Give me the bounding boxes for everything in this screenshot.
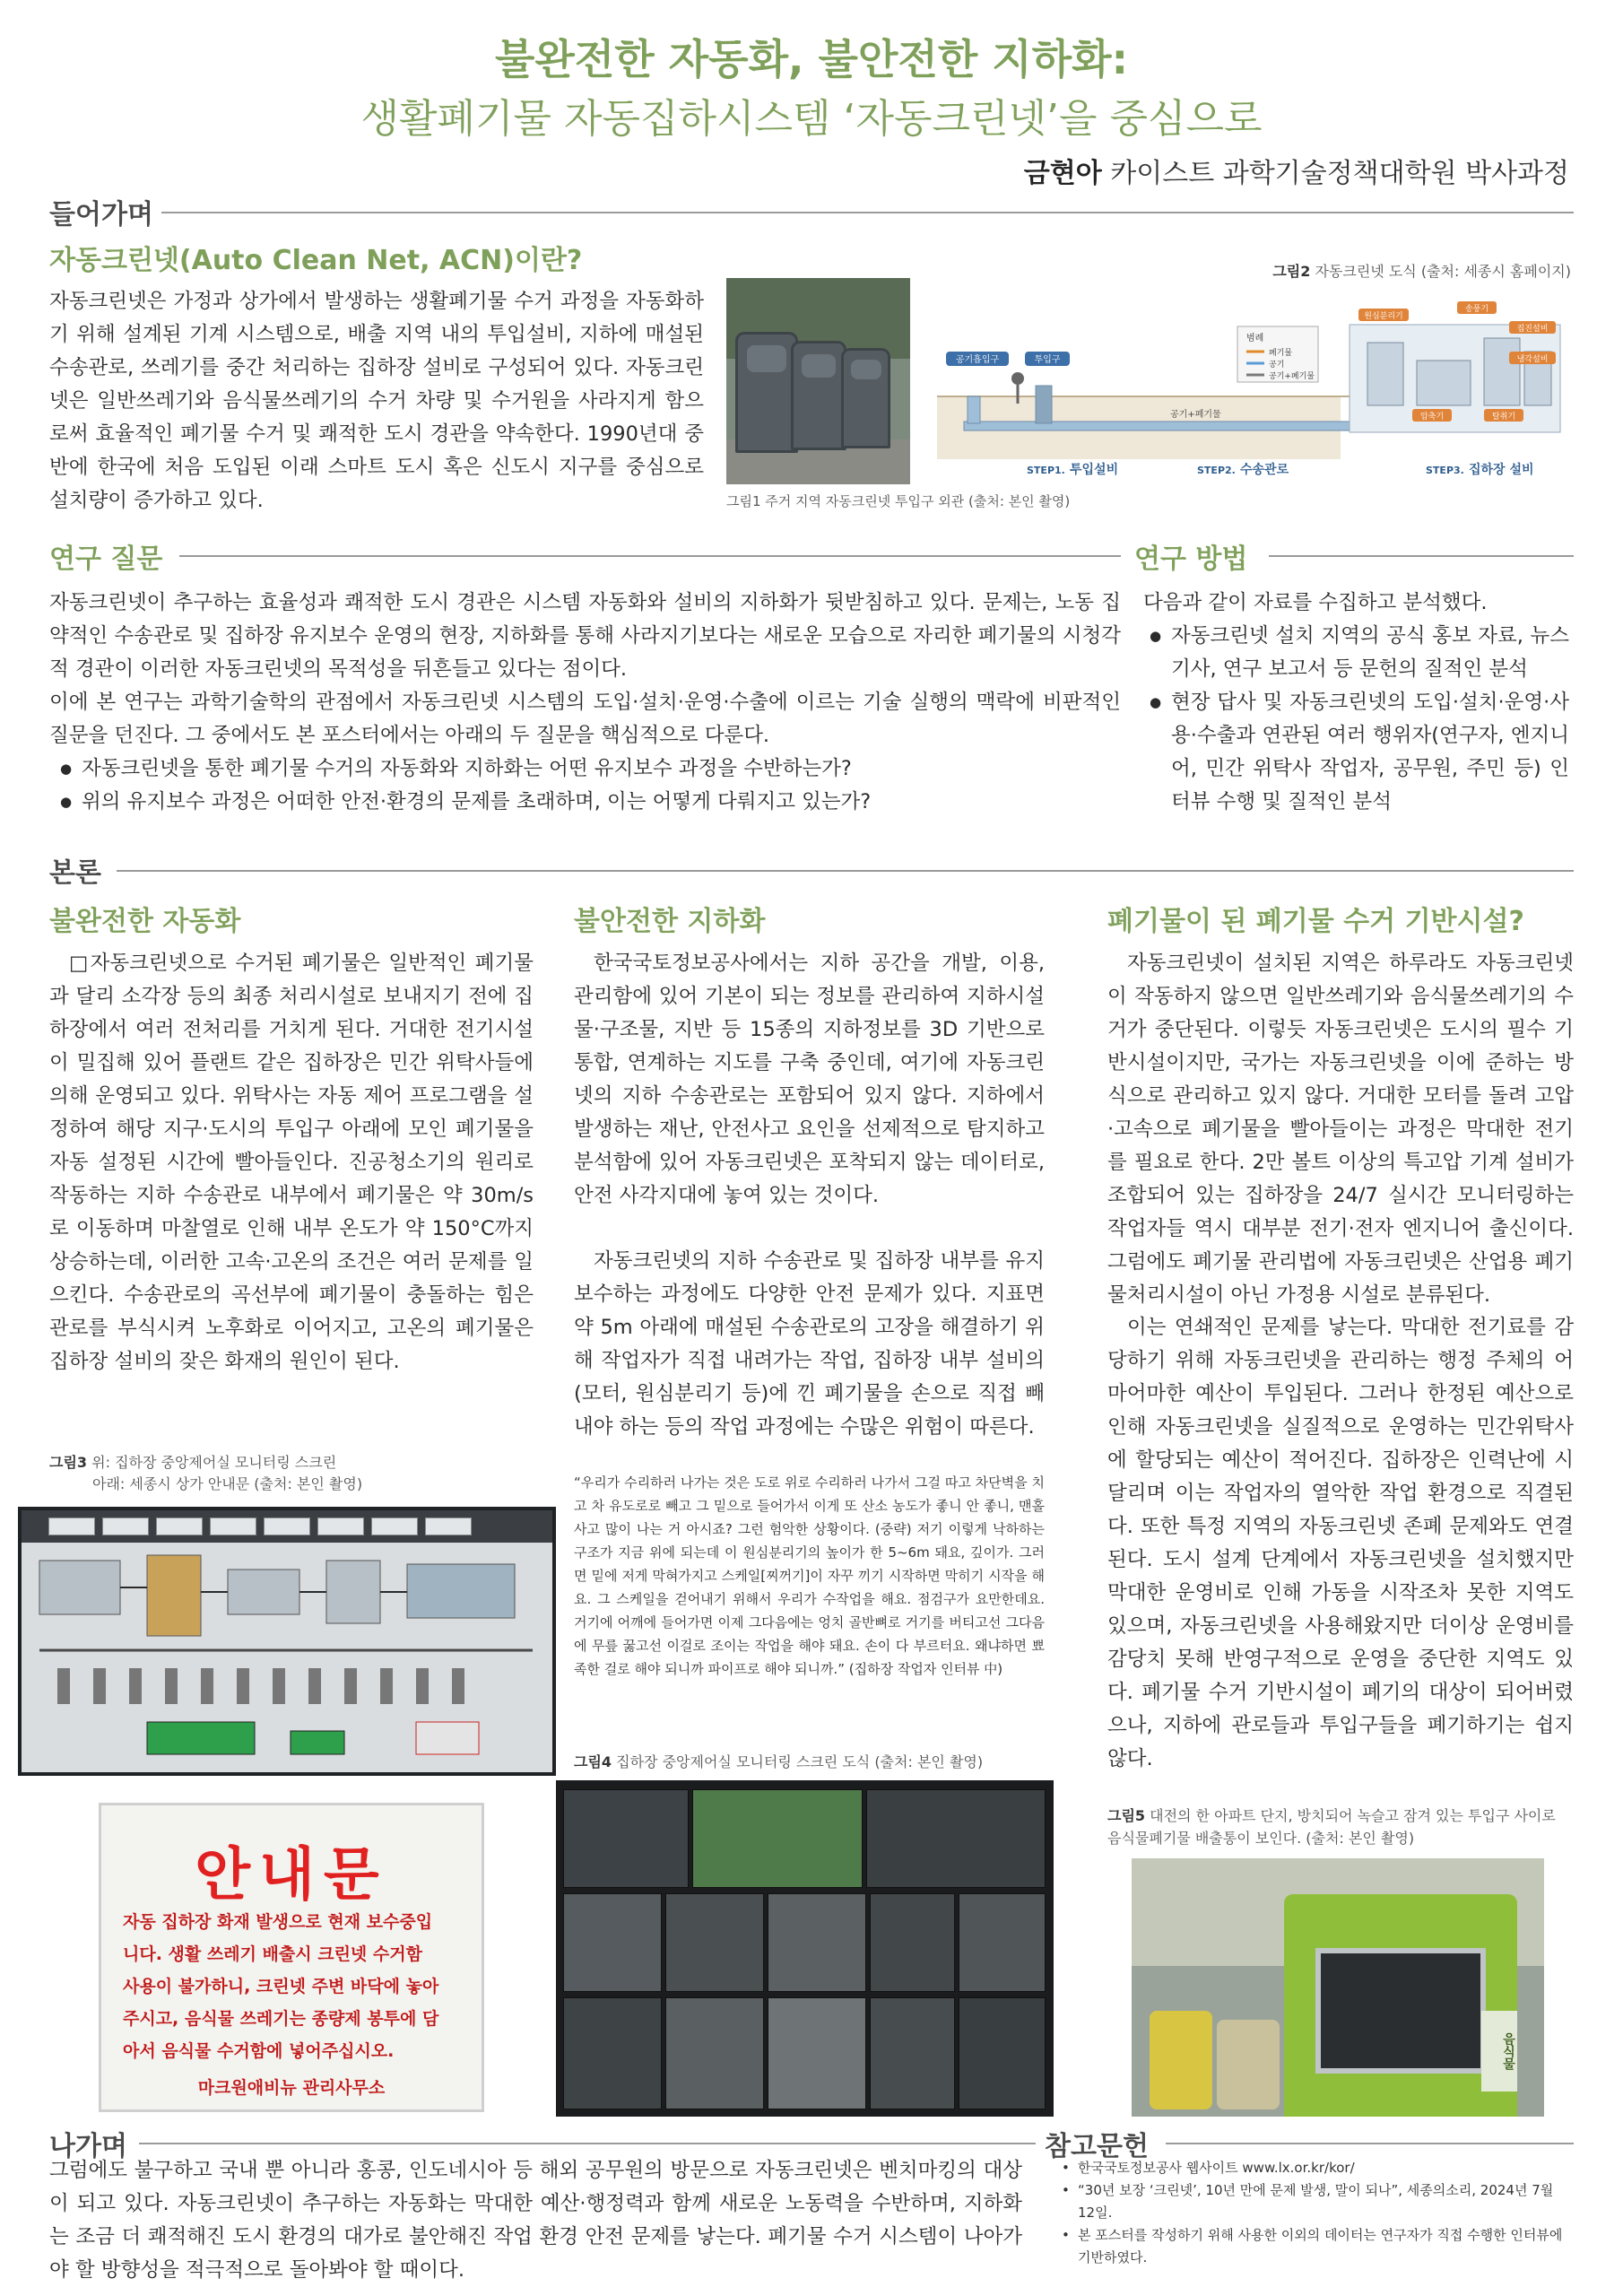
figure3-screen-button [264,1518,310,1535]
figure3-screen-button [48,1518,95,1535]
notice-line: 아서 음식물 수거함에 넣어주십시오. [123,2041,395,2061]
poster-title: 불완전한 자동화, 불안전한 지하화: [494,35,1129,83]
col2-interview-quote: “우리가 수리하러 나가는 것은 도로 위로 수리하러 나가서 그걸 따고 차단벽을 치고 차 유도로로 빼고 그 밑으로 들어가서 이게 또 산소 농도가 좋니 안 좋니, 맨홀 사고 많이 나는 거 아시죠? 그런 험악한 상황이다. (중략) 저기 이렇게 낙하하는 구조가 지금 위에 되는데 이 원심분리기의 높이가 한 5~6m 돼요, 깊이가. 그러면 밑에 저게 막혀가지고 스케일[찌꺼기]이 자꾸 끼기 시작하면 막히기 시작을 해요. 그 스케일을 걷어내기 위해서 우리가 수작업을 해요. 점검구가 요만한데요. 거기에 어깨에 들어가면 이제 그다음에는 엉치 골반뼈로 거기를 버티고선 그다음에 무릎 꿇고선 이걸로 조이는 작업을 해야 돼요. 손이 다 부르터요. 왜냐하면 뾰족한 걸로 해야 되니까 파이프로 해야 되니까.” (집하장 작업자 인터뷰 中) [574,1474,1045,1677]
intro-rule [161,212,1574,213]
figure2-pipe-label: 공기+폐기물 [1170,410,1221,420]
figure5-food-bin [1150,2011,1212,2109]
figure3-caption [49,1451,336,1472]
references-list [1058,2157,1569,2269]
cctv-view [870,1893,955,1992]
conclusion-rule [139,2143,1036,2144]
figure3-caption-line1: 위: 집하장 중앙제어실 모니터링 스크린 [87,1454,337,1471]
cctv-view [768,1893,866,1992]
figure2-step2: STEP2. [1197,465,1236,476]
figure4-caption [574,1751,983,1771]
figure2-step3: STEP3. [1426,465,1464,476]
notice-body [123,1906,473,2067]
notice-line: 자동 집하장 화재 발생으로 현재 보수중입 [123,1912,433,1932]
figure3-label: 그림3 [49,1454,88,1471]
figure2-step3-name: 집하장 설비 [1469,463,1534,477]
intro-paragraph: 자동크린넷은 가정과 상가에서 발생하는 생활폐기물 수거 과정을 자동화하기 위해 설계된 기계 시스템으로, 배출 지역 내의 투입설비, 지하에 매설된 수송관로, 쓰레기를 중간 처리하는 집하장 설비로 구성되어 있다. 자동크린넷은 일반쓰레기와 음식물쓰레기의 수거 차량 및 수거원을 사라지게 함으로써 효율적인 폐기물 수거 및 쾌적한 도시 경관을 약속한다. 1990년대 중반에 한국에 처음 도입된 이래 스마트 도시 혹은 신도시 지구를 중심으로 설치량이 증가하고 있다. [49,290,704,512]
author-line [1024,151,1569,190]
figure3-notice-photo [99,1803,484,2112]
cctv-view [959,1893,1046,1992]
cctv-view [768,1997,866,2109]
method-list [1148,620,1569,819]
method-title: 연구 방법 [1134,544,1248,575]
col2-title: 불안전한 지하화 [574,906,766,937]
col2-paragraph1: 한국국토정보공사에서는 지하 공간을 개발, 이용, 관리함에 있어 기본이 되는 정보를 관리하여 지하시설물·구조물, 지반 등 15종의 지하정보를 3D 기반으로 통합, 연계하는 지도를 구축 중인데, 여기에 자동크린넷의 지하 수송관로는 포함되어 있지 않다. 지하에서 발생하는 재난, 안전사고 요인을 선제적으로 탐지하고 분석함에 있어 자동크린넷은 포착되지 않는 데이터로, 안전 사각지대에 놓여 있는 것이다. [574,952,1045,1207]
figure3-caption-line2: 아래: 세종시 상가 안내문 (출처: 본인 촬영) [92,1475,363,1492]
figure2-compressor: 압축기 [1419,413,1445,422]
figure3-monitoring-screen [18,1507,556,1776]
col2-paragraph2: 자동크린넷의 지하 수송관로 및 집하장 내부를 유지보수하는 과정에도 다양한 안전 문제가 있다. 지표면 약 5m 아래에 매설된 수송관로의 고장을 해결하기 위해 작업자가 직접 내려가는 작업, 집하장 내부 설비의 (모터, 원심분리기 등)에 낀 폐기물을 손으로 직접 빼내야 하는 등의 작업 과정에는 수많은 위험이 따른다. [574,1249,1045,1439]
method-intro: 다음과 같이 자료를 수집하고 분석했다. [1143,591,1488,614]
notice-title: 안내문 [195,1842,388,1909]
references-title: 참고문헌 [1045,2131,1149,2162]
col1-title: 불완전한 자동화 [49,906,241,937]
figure5-sign: 음식물 [1481,2011,1517,2092]
figure2-label: 그림2 [1272,263,1311,280]
figure3-screen-button [425,1518,472,1535]
figure3-screen-button [102,1518,149,1535]
figure1-photo [726,278,910,484]
cctv-view [563,1997,662,2109]
figure2-step1: STEP1. [1027,465,1065,476]
cctv-view [866,1789,1046,1888]
cctv-view [665,1997,764,2109]
notice-line: 니다. 생활 쓰레기 배출시 크린넷 수거함 [123,1944,422,1964]
col3-paragraph1: 자동크린넷이 설치된 지역은 하루라도 자동크린넷이 작동하지 않으면 일반쓰레기와 음식물쓰레기의 수거가 중단된다. 이렇듯 자동크린넷은 도시의 필수 기반시설이지만, 국가는 자동크린넷을 이에 준하는 방식으로 관리하고 있지 않다. 거대한 모터를 돌려 고압·고속으로 폐기물을 빨아들이는 과정은 막대한 전기를 필요로 한다. 2만 볼트 이상의 특고압 기계 설비가 조합되어 있는 집하장을 24/7 실시간 모니터링하는 작업자들 역시 대부분 전기·전자 엔지니어 출신이다. 그럼에도 폐기물 관리법에 자동크린넷은 산업용 폐기물처리시설이 아닌 가정용 시설로 분류된다. [1107,952,1574,1307]
figure2-separator: 원심분리기 [1364,312,1403,321]
conclusion-title: 나가며 [49,2131,127,2162]
figure2-caption-text: 자동크린넷 도식 (출처: 세종시 홈페이지) [1310,263,1571,280]
cctv-view [665,1893,764,1992]
figure3-screen-button [317,1518,364,1535]
method-item: ● 자동크린넷 설치 지역의 공식 홍보 자료, 뉴스 기사, 연구 보고서 등 문헌의 질적인 분석 [1148,620,1569,686]
figure5-bin-window [1315,1948,1486,2074]
intro-section-title: 들어가며 [49,199,153,230]
figure5-photo [1132,1858,1544,2117]
figure3-screen-button [156,1518,203,1535]
body-section-rule [117,870,1574,872]
reference-item: • 한국국토정보공사 웹사이트 www.lx.or.kr/kor/ [1058,2157,1569,2179]
method-rule [1269,555,1574,557]
figure2-chute-label: 투입구 [1034,355,1061,365]
cctv-view [959,1997,1046,2109]
figure1-caption: 그림1 주거 지역 자동크린넷 투입구 외관 (출처: 본인 촬영) [726,493,1071,509]
figure2-step1-name: 투입설비 [1070,463,1119,477]
research-question-title: 연구 질문 [49,544,163,575]
figure1-bin [735,332,798,453]
research-question-item: ● 위의 유지보수 과정은 어떠한 안전·환경의 문제를 초래하며, 이는 어떻게 다뤄지고 있는가? [58,786,1121,819]
figure2-fan: 송풍기 [1464,305,1489,314]
intro-subtitle: 자동크린넷(Auto Clean Net, ACN)이란? [49,245,583,276]
figure2-legend-air: 공기 [1269,361,1285,370]
figure5-caption-text: 대전의 한 아파트 단지, 방치되어 녹슬고 잠겨 있는 투입구 사이로 음식물폐기물 배출통이 보인다. (출처: 본인 촬영) [1107,1807,1556,1847]
research-question-list [58,752,1121,819]
figure1-bin [841,348,890,448]
col3-title: 폐기물이 된 폐기물 수거 기반시설? [1107,906,1524,937]
poster-subtitle: 생활폐기물 자동집하시스템 ‘자동크린넷’을 중심으로 [360,96,1263,142]
research-question-rule [179,555,1121,557]
figure2-dust: 집진설비 [1516,325,1549,334]
figure2-step2-name: 수송관로 [1240,463,1289,477]
conclusion-paragraph: 그럼에도 불구하고 국내 뿐 아니라 홍콩, 인도네시아 등 해외 공무원의 방문으로 자동크린넷은 벤치마킹의 대상이 되고 있다. 자동크린넷이 추구하는 자동화는 막대한 예산·행정력과 함께 새로운 노동력을 수반하며, 지하화는 조금 더 쾌적해진 도시 환경의 대가로 불안해진 작업 환경 안전 문제를 낳는다. 폐기물 수거 시스템이 나아가야 할 방향성을 적극적으로 돌아봐야 할 때이다. [49,2159,1022,2282]
reference-item: • “30년 보장 ‘크린넷’, 10년 만에 문제 발생, 말이 되나”, 세종의소리, 2024년 7월 12일. [1058,2179,1569,2224]
figure2-deodorizer: 탈취기 [1491,413,1516,422]
figure4-cctv-photo [556,1780,1054,2117]
author-affiliation: 카이스트 과학기술정책대학원 박사과정 [1101,158,1569,189]
figure2-legend-waste: 폐기물 [1269,349,1293,358]
figure5-label: 그림5 [1107,1807,1146,1824]
figure3-screen-button [210,1518,256,1535]
figure3-screen-button [371,1518,418,1535]
references-rule [1166,2143,1574,2144]
cctv-view [563,1893,662,1992]
notice-line: 사용이 불가하니, 크린넷 주변 바닥에 놓아 [123,1977,439,1996]
method-item: ● 현장 답사 및 자동크린넷의 도입·설치·운영·사용·수출과 연관된 여러 행위자(연구자, 엔지니어, 민간 위탁사 작업자, 공무원, 주민 등) 인터뷰 수행 및 질적인 분석 [1148,686,1569,819]
cctv-view [563,1789,689,1888]
research-question-paragraph1: 자동크린넷이 추구하는 효율성과 쾌적한 도시 경관은 시스템 자동화와 설비의 지하화가 뒷받침하고 있다. 문제는, 노동 집약적인 수송관로 및 집하장 유지보수 운영의 현장, 지하화를 통해 사라지기보다는 새로운 모습으로 자리한 폐기물의 시청각적 경관이 이러한 자동크린넷의 목적성을 뒤흔들고 있다는 점이다. [49,591,1121,681]
cctv-view [692,1789,863,1888]
body-section-title: 본론 [49,857,101,889]
figure2-cooling: 냉각설비 [1516,355,1549,364]
figure5-caption [1107,1805,1574,1849]
figure2-diagram [928,289,1574,484]
figure4-caption-text: 집하장 중앙제어실 모니터링 스크린 도식 (출처: 본인 촬영) [612,1753,984,1770]
author-name: 금현아 [1023,158,1102,189]
notice-line: 주시고, 음식물 쓰레기는 종량제 봉투에 담 [123,2009,439,2029]
figure1-bin [791,341,846,450]
reference-item: • 본 포스터를 작성하기 위해 사용한 이외의 데이터는 연구자가 직접 수행한 인터뷰에 기반하였다. [1058,2224,1569,2269]
col1-paragraph: □자동크린넷으로 수거된 폐기물은 일반적인 폐기물과 달리 소각장 등의 최종 처리시설로 보내지기 전에 집하장에서 여러 전처리를 거치게 된다. 거대한 전기시설이 밀집해 있어 플랜트 같은 집하장은 민간 위탁사들에 의해 운영되고 있다. 위탁사는 자동 제어 프로그램을 설정하여 해당 지구·도시의 투입구 아래에 모인 폐기물을 자동 설정된 시간에 빨아들인다. 진공청소기의 원리로 작동하는 지하 수송관로 내부에서 폐기물은 약 30m/s로 이동하며 마찰열로 인해 내부 온도가 약 150°C까지 상승하는데, 이러한 고속·고온의 조건은 여러 문제를 일으킨다. 수송관로의 곡선부에 폐기물이 충돌하는 힘은 관로를 부식시켜 노후화로 이어지고, 고온의 폐기물은 집하장 설비의 잦은 화재의 원인이 된다. [49,952,534,1373]
col3-paragraph2: 이는 연쇄적인 문제를 낳는다. 막대한 전기료를 감당하기 위해 자동크린넷을 관리하는 행정 주체의 어마어마한 예산이 투입된다. 그러나 한정된 예산으로 인해 자동크린넷을 실질적으로 운영하는 민간위탁사에 할당되는 예산이 적어진다. 집하장은 인력난에 시달리며 이는 작업자의 열악한 작업 환경으로 직결된다. 또한 특정 지역의 자동크린넷 존폐 문제와도 연결된다. 도시 설계 단계에서 자동크린넷을 설치했지만 막대한 운영비로 인해 가동을 시작조차 못한 지역도 있으며, 자동크린넷을 사용해왔지만 더이상 운영비를 감당치 못해 반영구적으로 운영을 중단한 지역도 있다. 폐기물 수거 기반시설이 폐기의 대상이 되어버렸으나, 지하에 관로들과 투입구들을 폐기하기는 쉽지 않다. [1107,1316,1574,1770]
figure2-legend-mixed: 공기+폐기물 [1269,372,1315,381]
figure5-food-bin [1217,2020,1280,2109]
notice-sign: 마크원애비뉴 관리사무소 [197,2078,386,2098]
figure4-label: 그림4 [574,1753,612,1770]
research-question-item: ● 자동크린넷을 통한 폐기물 수거의 자동화와 지하화는 어떤 유지보수 과정을 수반하는가? [58,752,1121,786]
figure3-screen-diagram [22,1543,552,1772]
figure2-caption [1272,260,1571,281]
figure2-legend-title: 범례 [1246,334,1264,344]
cctv-view [870,1997,955,2109]
figure2-inlet-label: 공기흡입구 [955,355,1000,365]
research-question-paragraph2: 이에 본 연구는 과학기술학의 관점에서 자동크린넷 시스템의 도입·설치·운영·수출에 이르는 기술 실행의 맥락에 비판적인 질문을 던진다. 그 중에서도 본 포스터에서는 아래의 두 질문을 핵심적으로 다룬다. [49,691,1121,747]
